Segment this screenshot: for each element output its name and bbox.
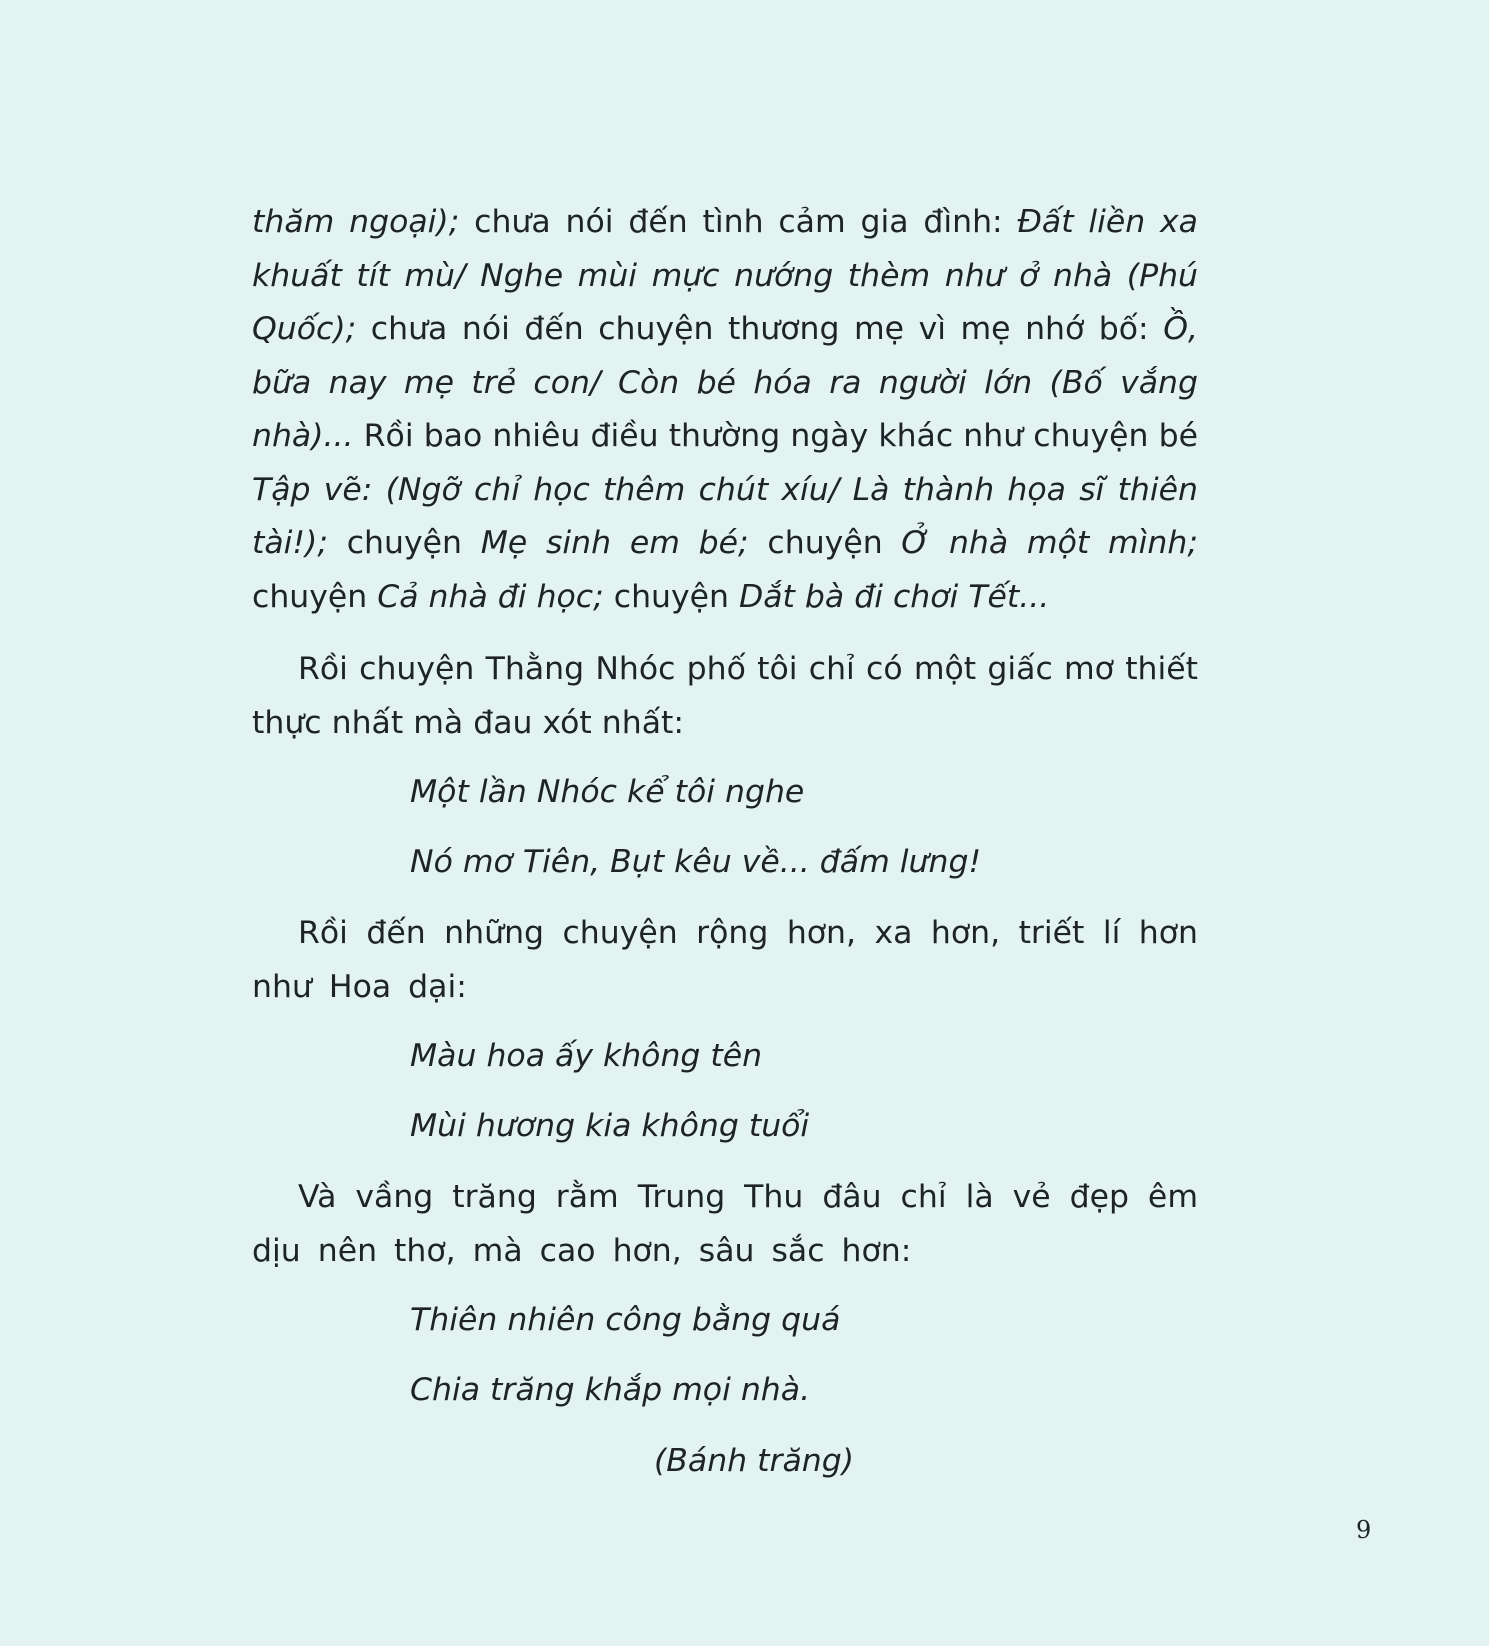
citation: (Bánh trăng) [654,1443,854,1479]
text-regular: chuyện [252,578,378,615]
text-regular: chuyện [748,525,902,561]
text-regular: chuyện [603,578,739,615]
text-italic: Đất liền xa khuất tít mù/ Nghe mùi mực nướng thèm như ở nhà (Phú Quốc); [252,204,1198,347]
verse-line: Thiên nhiên công bằng quá [410,1302,841,1338]
verse-block-1 [410,766,1198,889]
text-regular: chưa nói đến tình cảm gia đình: [459,204,1018,240]
text-italic: Tập vẽ: (Ngỡ chỉ học thêm chút xíu/ Là thành họa sĩ thiên tài!); [252,471,1198,561]
verse-block-3 [410,1294,1198,1417]
text-italic: Mẹ sinh em bé; [480,525,749,561]
verse-line: Chia trăng khắp mọi nhà. [410,1372,811,1408]
text-italic: Cả nhà đi học; [377,578,604,615]
text-italic: Ồ, bữa nay mẹ trẻ con/ Còn bé hóa ra người lớn (Bố vắng nhà)... [252,311,1198,454]
paragraph-1 [252,196,1198,624]
paragraph-3: Rồi đến những chuyện rộng hơn, xa hơn, triết lí hơn như Hoa dại: [252,915,1198,1005]
verse-line: Một lần Nhóc kể tôi nghe [410,774,805,810]
page-body [252,196,1198,1489]
text-regular: Rồi bao nhiêu điều thường ngày khác như chuyện bé [353,418,1198,454]
text-italic: Dắt bà đi chơi Tết... [739,578,1050,615]
text-italic: thăm ngoại); [252,204,460,240]
text-italic: Ở nhà một mình; [901,525,1198,561]
verse-line: Màu hoa ấy không tên [410,1038,763,1074]
verse-line: Nó mơ Tiên, Bụt kêu về... đấm lưng! [410,844,982,880]
paragraph-2: Rồi chuyện Thằng Nhóc phố tôi chỉ có một giấc mơ thiết thực nhất mà đau xót nhất: [252,651,1198,741]
text-regular: chưa nói đến chuyện thương mẹ vì mẹ nhớ bố: [356,311,1164,347]
page-number: 9 [1356,1516,1372,1544]
paragraph-4: Và vầng trăng rằm Trung Thu đâu chỉ là vẻ đẹp êm dịu nên thơ, mà cao hơn, sâu sắc hơn: [252,1179,1198,1269]
text-regular: chuyện [327,525,481,561]
verse-block-2 [410,1030,1198,1153]
verse-line: Mùi hương kia không tuổi [410,1108,810,1144]
